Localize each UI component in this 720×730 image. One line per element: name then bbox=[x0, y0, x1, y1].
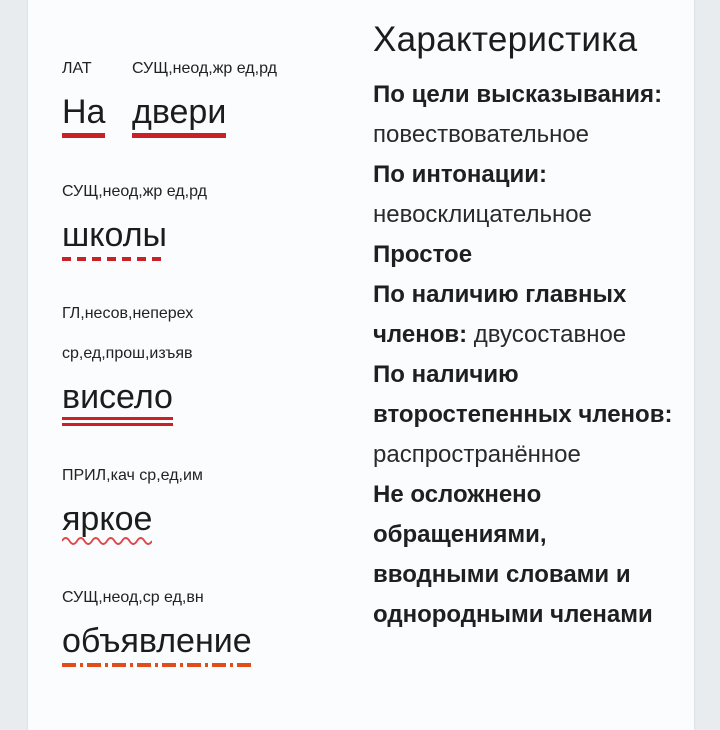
word-text: На bbox=[62, 93, 106, 131]
sentence-words-column bbox=[62, 0, 362, 720]
word-text: двери bbox=[132, 93, 227, 131]
characteristic-value: двусоставное bbox=[473, 321, 627, 348]
word-tag: СУЩ,неод,жр ед,рд bbox=[132, 60, 277, 77]
word-tag-line-2: ср,ед,прош,изъяв bbox=[62, 345, 193, 362]
characteristic-label: Не осложнено обращениями, вводными словами и однородными членами bbox=[373, 481, 653, 628]
word-token[interactable] bbox=[132, 92, 226, 132]
subject-underline bbox=[132, 133, 226, 138]
characteristic-item bbox=[373, 275, 673, 355]
circumstance-underline bbox=[62, 663, 252, 667]
characteristics-panel bbox=[373, 0, 693, 720]
word-token[interactable] bbox=[62, 499, 152, 539]
object-underline bbox=[62, 257, 167, 261]
characteristic-label: По интонации: bbox=[373, 161, 548, 188]
predicate-underline bbox=[62, 417, 173, 426]
characteristic-label: По цели высказывания: bbox=[373, 81, 663, 108]
characteristic-item bbox=[373, 155, 673, 235]
characteristic-label: По наличию главных членов: bbox=[373, 281, 627, 348]
word-token[interactable] bbox=[62, 92, 105, 132]
word-tag: ПРИЛ,кач ср,ед,им bbox=[62, 467, 203, 484]
characteristic-label: Простое bbox=[373, 241, 473, 268]
characteristic-item bbox=[373, 235, 673, 275]
characteristic-value: распространённое bbox=[373, 441, 581, 468]
word-token[interactable] bbox=[62, 215, 167, 255]
attribute-wavy-underline bbox=[62, 535, 152, 547]
characteristics-title: Характеристика bbox=[373, 20, 638, 59]
word-text: яркое bbox=[62, 500, 153, 538]
word-tag: СУЩ,неод,ср ед,вн bbox=[62, 589, 204, 606]
characteristics-list bbox=[373, 75, 673, 635]
word-token[interactable] bbox=[62, 377, 173, 417]
characteristic-value: невосклицательное bbox=[373, 201, 592, 228]
word-text: школы bbox=[62, 216, 167, 254]
characteristic-item bbox=[373, 355, 673, 475]
characteristic-label: По наличию второстепенных членов: bbox=[373, 361, 673, 428]
word-text: объявление bbox=[62, 622, 252, 660]
word-tag: ЛАТ bbox=[62, 60, 92, 77]
word-tag: СУЩ,неод,жр ед,рд bbox=[62, 183, 207, 200]
word-tag-line-1: ГЛ,несов,неперех bbox=[62, 305, 194, 322]
characteristic-item bbox=[373, 75, 673, 155]
subject-underline bbox=[62, 133, 105, 138]
characteristic-value: повествовательное bbox=[373, 121, 590, 148]
characteristic-item bbox=[373, 475, 673, 635]
word-token[interactable] bbox=[62, 621, 252, 661]
word-text: висело bbox=[62, 378, 173, 416]
